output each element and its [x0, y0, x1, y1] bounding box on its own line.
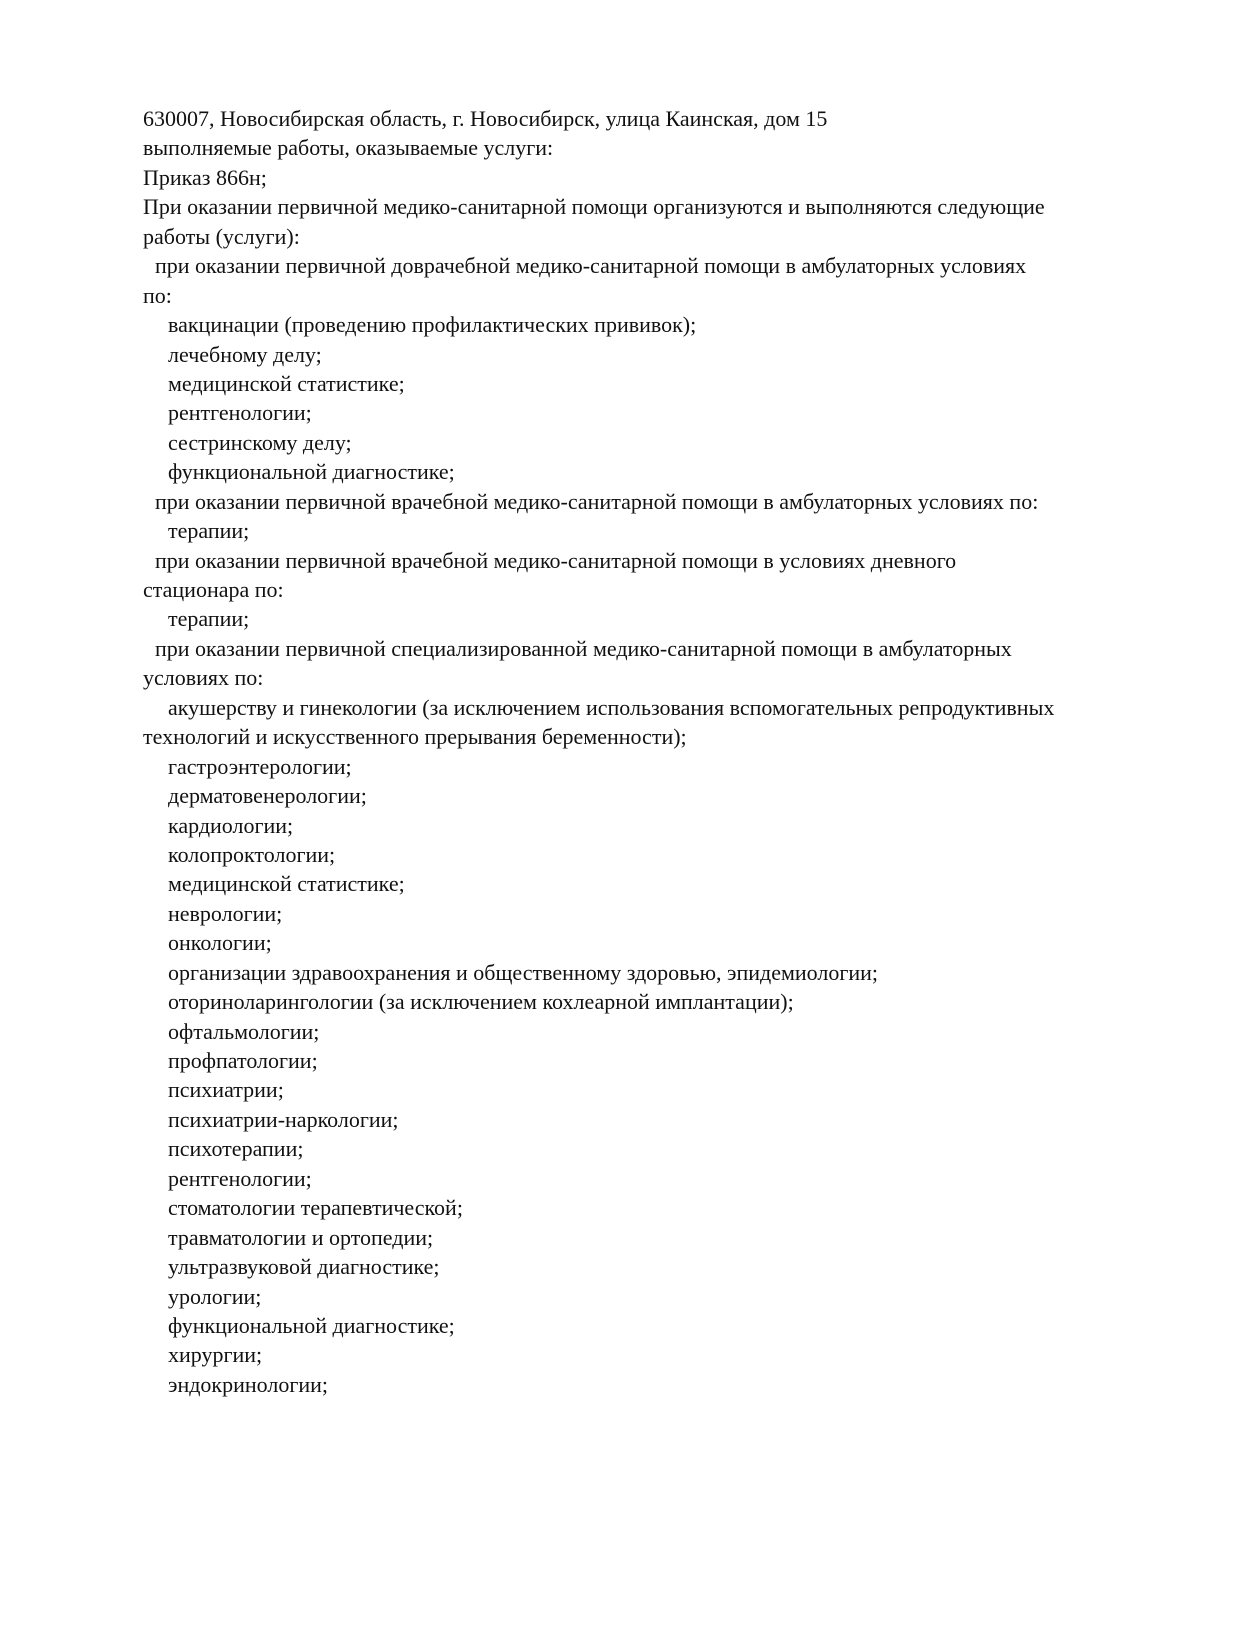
section-heading: при оказании первичной специализированной медико-санитарной помощи в амбулаторных [155, 635, 1012, 661]
list-item: колопроктологии; [168, 841, 336, 867]
list-item: функциональной диагностике; [168, 459, 455, 485]
list-item: урологии; [168, 1283, 262, 1309]
list-item: офтальмологии; [168, 1018, 320, 1044]
text-line: работы (услуги): [143, 223, 300, 249]
list-item: терапии; [168, 518, 250, 544]
list-item: медицинской статистике; [168, 871, 405, 897]
list-item: терапии; [168, 606, 250, 632]
text-line: Приказ 866н; [143, 164, 267, 190]
list-item: сестринскому делу; [168, 429, 352, 455]
document-page [143, 104, 1153, 1399]
list-item: психиатрии; [168, 1077, 284, 1103]
text-line: выполняемые работы, оказываемые услуги: [143, 135, 554, 161]
list-item: неврологии; [168, 900, 283, 926]
text-line: При оказании первичной медико-санитарной помощи организуются и выполняются следующие [143, 194, 1045, 220]
section-heading: при оказании первичной врачебной медико-санитарной помощи в условиях дневного [155, 547, 957, 573]
text-line: стационара по: [143, 577, 284, 602]
list-item: кардиологии; [168, 812, 294, 838]
text-line: условиях по: [143, 665, 264, 691]
list-item: организации здравоохранения и общественному здоровью, эпидемиологии; [168, 959, 879, 985]
text-line: технологий и искусственного прерывания беременности); [143, 724, 687, 750]
list-item: хирургии; [168, 1342, 263, 1368]
text-line: по: [143, 282, 172, 308]
list-item: психиатрии-наркологии; [168, 1106, 399, 1132]
text-line: 630007, Новосибирская область, г. Новосибирск, улица Каинская, дом 15 [143, 106, 828, 131]
section-heading: при оказании первичной доврачебной медико-санитарной помощи в амбулаторных условиях [155, 253, 1027, 279]
list-item: психотерапии; [168, 1136, 304, 1162]
list-item: дерматовенерологии; [168, 783, 367, 809]
list-item: рентгенологии; [168, 400, 312, 426]
list-item: профпатологии; [168, 1048, 318, 1073]
list-item: функциональной диагностике; [168, 1312, 455, 1338]
list-item: онкологии; [168, 930, 272, 956]
list-item: вакцинации (проведению профилактических прививок); [168, 312, 697, 338]
list-item: лечебному делу; [168, 341, 322, 367]
list-item: ультразвуковой диагностике; [168, 1254, 440, 1280]
list-item: гастроэнтерологии; [168, 753, 352, 779]
list-item: акушерству и гинекологии (за исключением использования вспомогательных репродуктивных [168, 694, 1055, 720]
list-item: стоматологии терапевтической; [168, 1195, 463, 1221]
list-item: оториноларингологии (за исключением кохлеарной имплантации); [168, 989, 794, 1015]
list-item: травматологии и ортопедии; [168, 1224, 434, 1250]
list-item: эндокринологии; [168, 1371, 329, 1397]
list-item: рентгенологии; [168, 1165, 312, 1191]
section-heading: при оказании первичной врачебной медико-санитарной помощи в амбулаторных условиях по: [155, 488, 1039, 514]
list-item: медицинской статистике; [168, 370, 405, 396]
